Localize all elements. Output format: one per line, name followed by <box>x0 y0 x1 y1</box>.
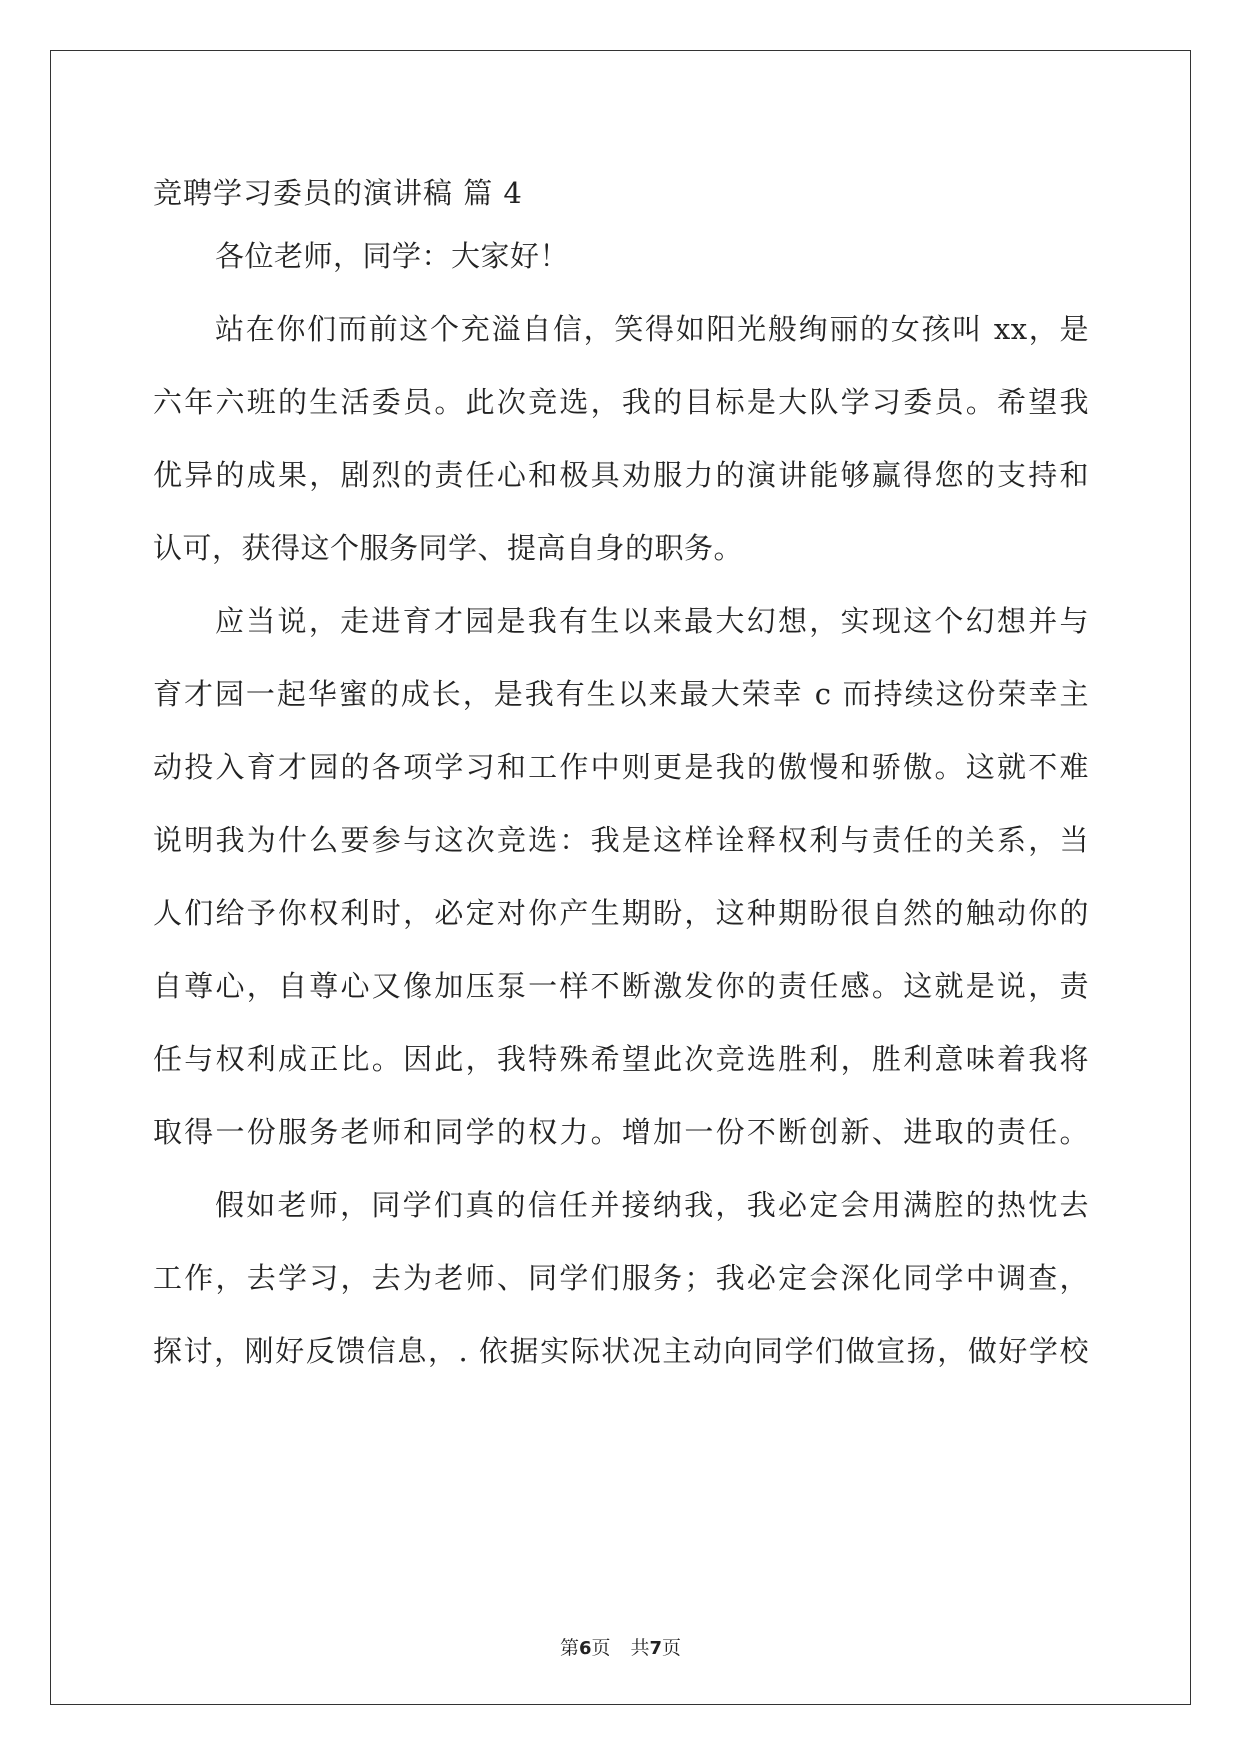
page-suffix: 页 <box>591 1637 611 1659</box>
total-page-number: 7 <box>649 1638 663 1659</box>
text-line: 站在你们而前这个充溢自信，笑得如阳光般绚丽的女孩叫 xx，是 <box>215 312 1089 346</box>
paragraph-lines <box>153 220 1089 1388</box>
text-line: 自尊心，自尊心又像加压泵一样不断激发你的责任感。这就是说，责 <box>153 969 1089 1003</box>
text-line: 应当说，走进育才园是我有生以来最大幻想，实现这个幻想并与 <box>215 604 1089 638</box>
text-line: 优异的成果，剧烈的责任心和极具劝服力的演讲能够赢得您的支持和 <box>153 458 1089 492</box>
page-prefix: 第 <box>559 1637 579 1659</box>
document-title: 竞聘学习委员的演讲稿 篇 4 <box>153 176 523 210</box>
text-line: 六年六班的生活委员。此次竞选，我的目标是大队学习委员。希望我 <box>153 385 1089 419</box>
text-line: 假如老师，同学们真的信任并接纳我，我必定会用满腔的热忱去 <box>215 1188 1089 1222</box>
text-line: 动投入育才园的各项学习和工作中则更是我的傲慢和骄傲。这就不难 <box>153 750 1089 784</box>
text-line: 认可，获得这个服务同学、提高自身的职务。 <box>153 531 744 565</box>
text-line: 各位老师，同学：大家好！ <box>215 239 570 273</box>
text-line: 取得一份服务老师和同学的权力。增加一份不断创新、进取的责任。 <box>153 1115 1089 1149</box>
text-line: 任与权利成正比。因此，我特殊希望此次竞选胜利，胜利意味着我将 <box>153 1042 1089 1076</box>
text-line: 人们给予你权利时，必定对你产生期盼，这种期盼很自然的触动你的 <box>153 896 1089 930</box>
text-line: 说明我为什么要参与这次竞选：我是这样诠释权利与责任的关系，当 <box>153 823 1089 857</box>
total-prefix: 共 <box>630 1637 650 1659</box>
text-line: 工作，去学习，去为老师、同学们服务；我必定会深化同学中调查， <box>153 1261 1089 1295</box>
total-suffix: 页 <box>662 1637 682 1659</box>
document-body <box>153 166 1089 1388</box>
text-line: 探讨，刚好反馈信息，. 依据实际状况主动向同学们做宣扬，做好学校 <box>153 1334 1089 1368</box>
text-line: 育才园一起华蜜的成长，是我有生以来最大荣幸 c 而持续这份荣幸主 <box>153 677 1089 711</box>
page-footer <box>0 1633 1241 1660</box>
current-page-number: 6 <box>578 1638 592 1659</box>
